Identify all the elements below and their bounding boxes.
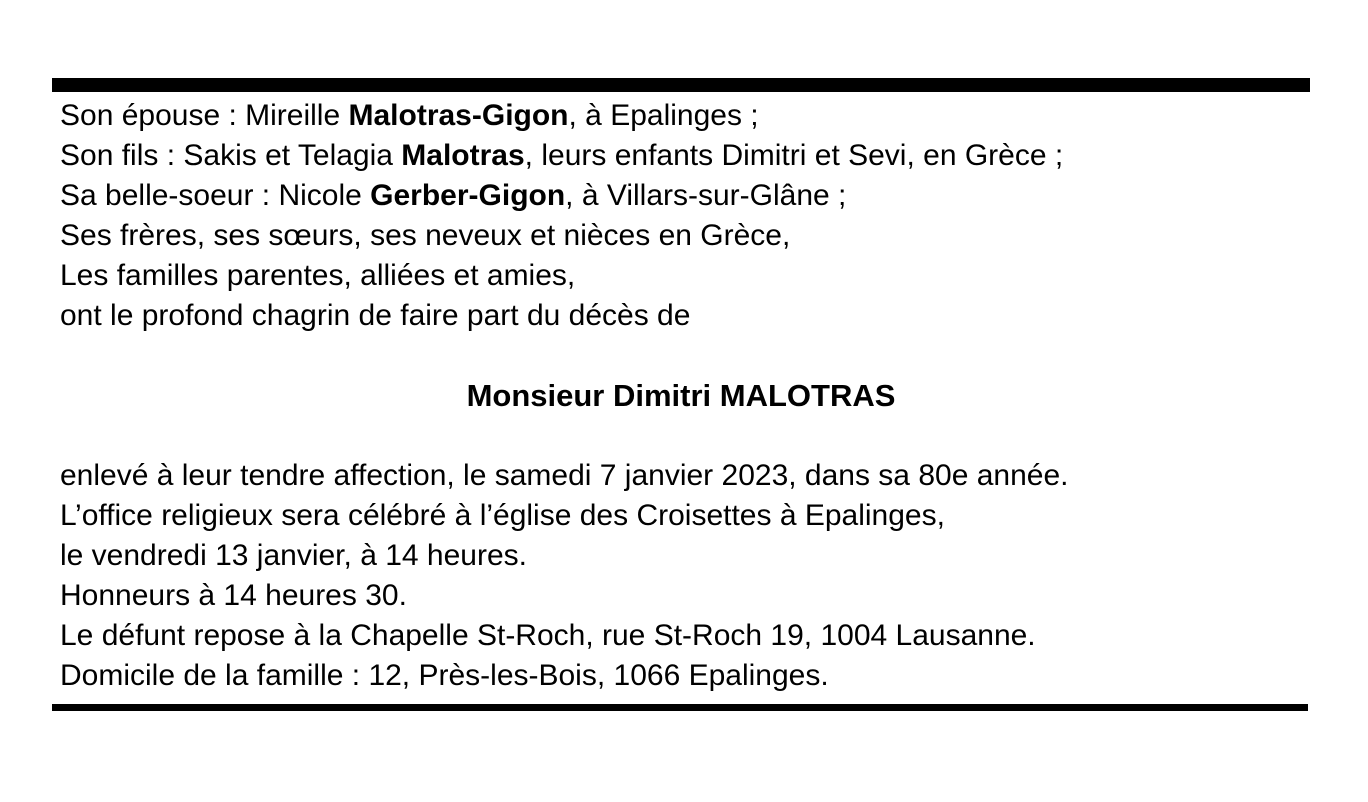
- detail-line-service-time: le vendredi 13 janvier, à 14 heures.: [60, 539, 527, 572]
- detail-line-death-date: enlevé à leur tendre affection, le samedi 7 janvier 2023, dans sa 80e année.: [60, 459, 1069, 492]
- detail-line-chapel: Le défunt repose à la Chapelle St-Roch, rue St-Roch 19, 1004 Lausanne.: [60, 619, 1036, 652]
- intro-line-text: ont le profond chagrin de faire part du décès de: [60, 299, 691, 332]
- ceremony-details-block: [60, 456, 1068, 696]
- family-intro-block: [60, 96, 1063, 336]
- detail-line-family-address: Domicile de la famille : 12, Près-les-Bois, 1066 Epalinges.: [60, 659, 829, 692]
- intro-line-families: [60, 256, 1063, 296]
- intro-line-text: Son fils : Sakis et Telagia: [60, 139, 402, 172]
- intro-line-spouse: [60, 96, 1063, 136]
- surname-bold: Gerber-Gigon: [370, 179, 566, 212]
- intro-line-sister-in-law: [60, 176, 1063, 216]
- intro-line-text: Son épouse : Mireille: [60, 99, 349, 132]
- surname-bold: Malotras: [401, 139, 525, 172]
- top-border-rule: [52, 78, 1310, 92]
- detail-line-service: L’office religieux sera célébré à l’église des Croisettes à Epalinges,: [60, 499, 945, 532]
- intro-line-announcement: [60, 296, 1063, 336]
- surname-bold: Malotras-Gigon: [348, 99, 569, 132]
- intro-line-siblings: [60, 216, 1063, 256]
- intro-line-text: Les familles parentes, alliées et amies,: [60, 259, 576, 292]
- intro-line-text: , à Villars-sur-Glâne ;: [565, 179, 847, 212]
- intro-line-text: Ses frères, ses sœurs, ses neveux et nièces en Grèce,: [60, 219, 791, 252]
- intro-line-text: Sa belle-soeur : Nicole: [60, 179, 371, 212]
- page-title: Monsieur Dimitri MALOTRAS: [466, 378, 896, 413]
- intro-line-son: [60, 136, 1063, 176]
- intro-line-text: , leurs enfants Dimitri et Sevi, en Grèce ;: [524, 139, 1064, 172]
- bottom-border-rule: [52, 704, 1308, 711]
- intro-line-text: , à Epalinges ;: [568, 99, 759, 132]
- detail-line-honors: Honneurs à 14 heures 30.: [60, 579, 407, 612]
